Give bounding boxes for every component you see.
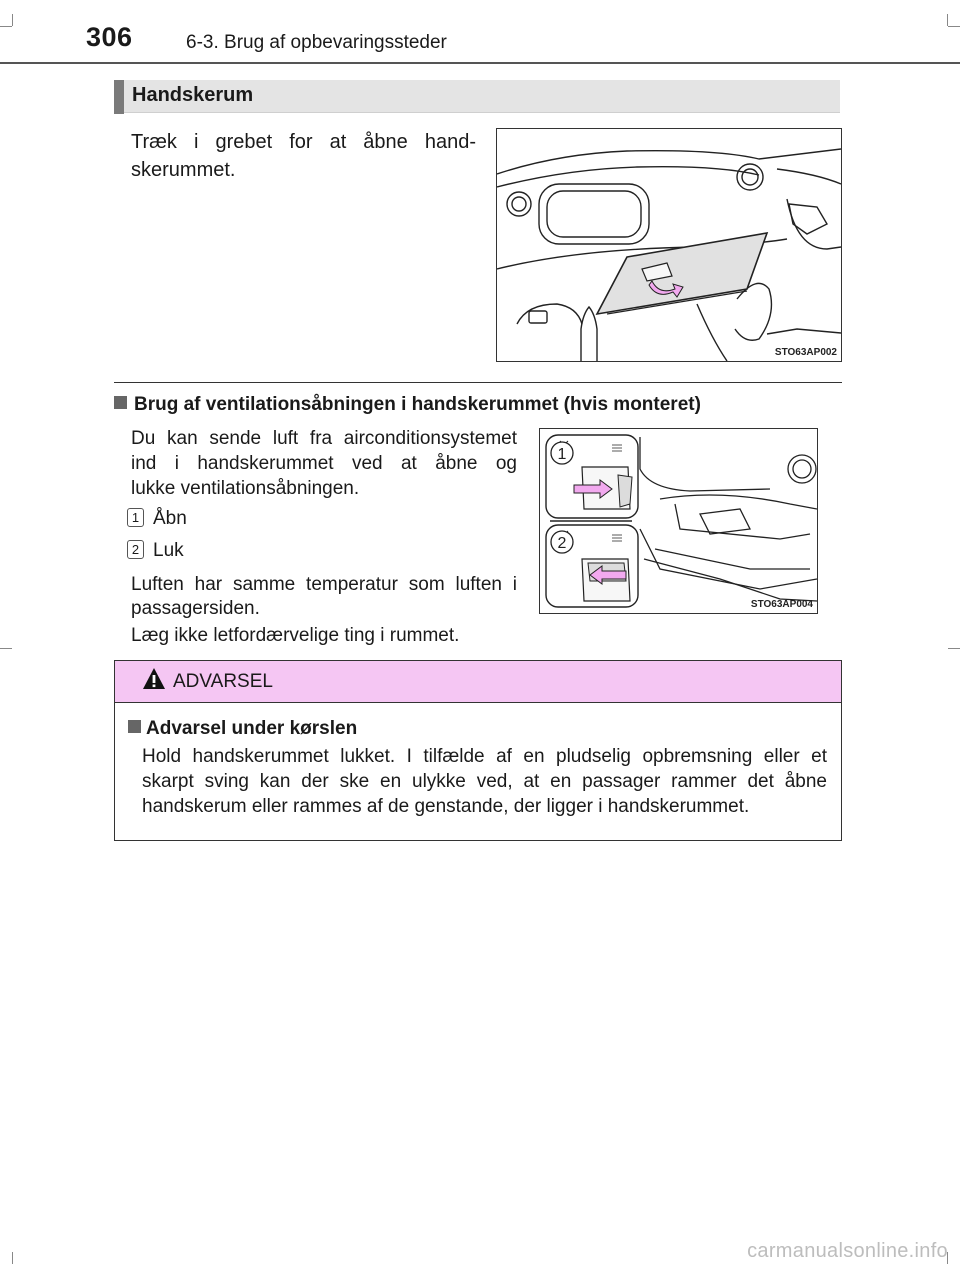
chapter-title: 6-3. Brug af opbevaringssteder [186,32,447,53]
header-rule [0,62,960,64]
vent-line-3: lukke ventilationsåbningen. [131,478,360,499]
warning-line-3: handskerum eller rammes af de genstande, der ligger i handskerummet. [142,796,750,817]
glovebox-drawing [497,129,841,361]
crop-mark [948,26,960,27]
warning-line-2: skarpt sving kan der ske en ulykke ved, at en passager rammer det åbne [142,771,827,792]
figure-code: STO63AP002 [774,347,837,358]
crop-mark [12,1252,13,1264]
warning-triangle-icon [142,667,166,691]
figure-callout-1: 1 [557,446,567,463]
vent-illustration [539,428,818,614]
warning-subtitle: Advarsel under kørslen [128,718,357,740]
section-divider [114,382,842,383]
crop-mark [12,14,13,26]
crop-mark [0,648,12,649]
crop-mark [0,26,12,27]
figure-code: STO63AP004 [750,599,813,610]
glovebox-illustration [496,128,842,362]
watermark: carmanualsonline.info [747,1240,948,1262]
note-line-2: passagersiden. [131,598,260,619]
callout-number-2: 2 [127,540,144,559]
square-bullet-icon [114,396,127,409]
square-bullet-icon [128,720,141,733]
intro-line-1: Træk i grebet for at åbne hand- [131,131,476,153]
vent-drawing [540,429,817,613]
crop-mark [948,648,960,649]
page-number: 306 [86,22,133,52]
warning-text [142,744,827,819]
vent-line-1: Du kan sende luft fra airconditionsystemet [131,428,517,449]
note-2: Læg ikke letfordærvelige ting i rummet. [131,625,460,646]
callout-number-1: 1 [127,508,144,527]
warning-line-1: Hold handskerummet lukket. I tilfælde af en pludselig opbremsning eller et [142,746,827,767]
note-line-1: Luften har samme temperatur som luften i [131,574,517,595]
list-item-close: 2 Luk [127,537,184,565]
section-heading-accent [114,80,124,114]
crop-mark [947,14,948,26]
vent-line-2: ind i handskerummet ved at åbne og [131,453,517,474]
list-item-open: 1 Åbn [127,505,187,533]
subsection-title: Brug af ventilationsåbningen i handskerummet (hvis monteret) [114,394,701,416]
section-title: Handskerum [132,84,254,106]
figure-callout-2: 2 [557,535,567,552]
intro-line-2: skerummet. [131,159,236,181]
warning-title: ADVARSEL [173,671,273,692]
